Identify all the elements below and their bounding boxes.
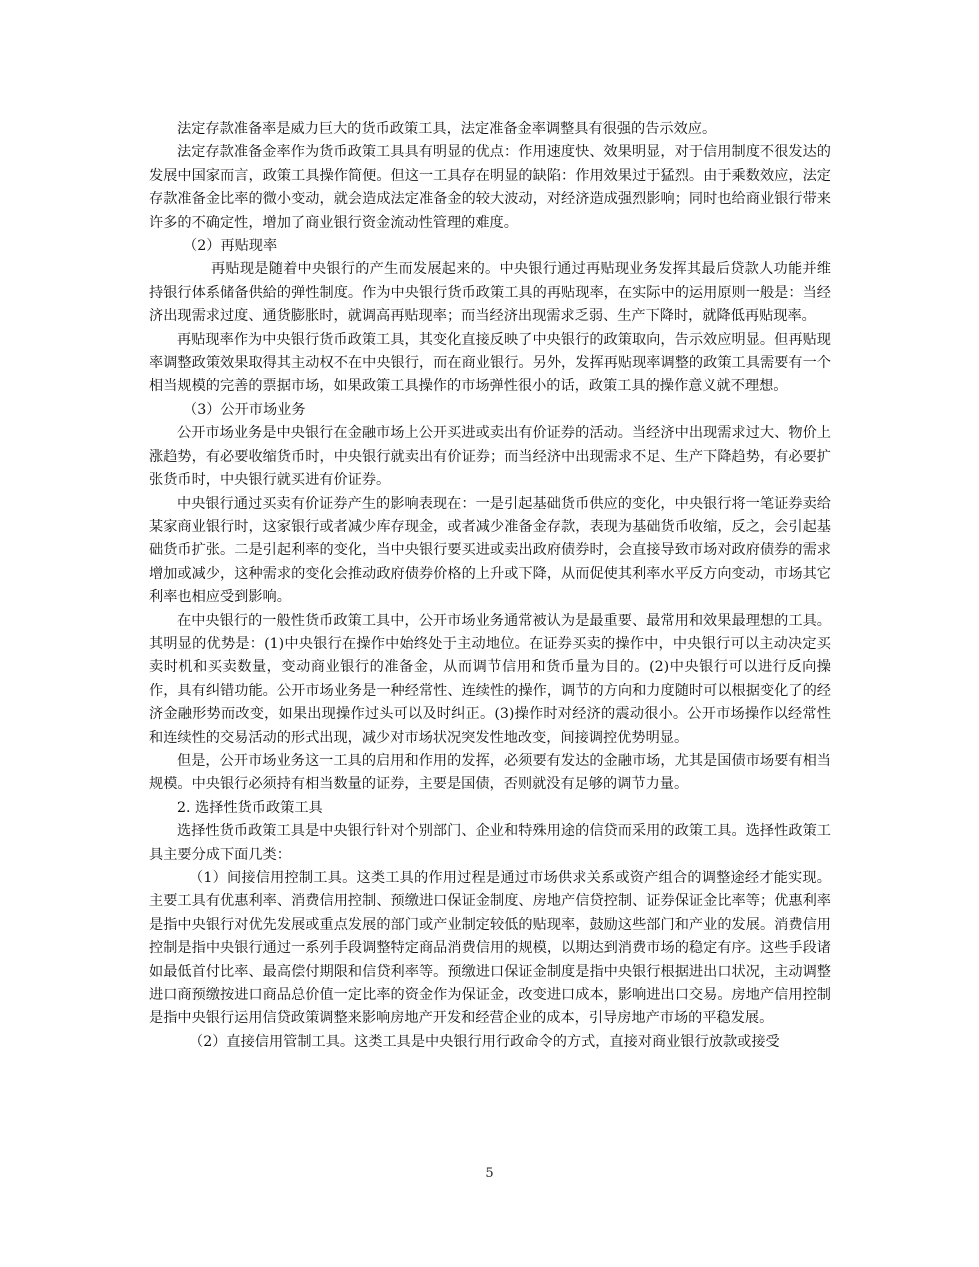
paragraph-open-market-advantages: 在中央银行的一般性货币政策工具中，公开市场业务通常被认为是最重要、最常用和效果最理想的工具。其明显的优势是：(1)中央银行在操作中始终处于主动地位。在证券买卖的操作中，中央银行可以主动决定买卖时机和买卖数量，变动商业银行的准备金，从而调节信用和货币量为目的。(2)中央银行可以进行反向操作，具有纠错功能。公开市场业务是一种经常性、连续性的操作，调节的方向和力度随时可以根据变化了的经济金融形势而改变，如果出现操作过头可以及时纠正。(3)操作时对经济的震动很小。公开市场操作以经常性和连续性的交易活动的形式出现，减少对市场状况突发性地改变，间接调控优势明显。 <box>149 612 831 746</box>
heading-open-market: （3）公开市场业务 <box>183 401 306 418</box>
paragraph-rediscount-evaluation: 再贴现率作为中央银行货币政策工具，其变化直接反映了中央银行的政策取向，告示效应明显。但再贴现率调整政策效果取得其主动权不在中央银行，而在商业银行。另外，发挥再贴现率调整的政策工具需要有一个相当规模的完善的票据市场，如果政策工具操作的市场弹性很小的话，政策工具的操作意义就不理想。 <box>149 331 831 395</box>
paragraph-open-market-requirements: 但是，公开市场业务这一工具的启用和作用的发挥，必须要有发达的金融市场，尤其是国债市场要有相当规模。中央银行必须持有相当数量的证券，主要是国债，否则就没有足够的调节力量。 <box>149 752 831 793</box>
heading-rediscount-rate: （2）再贴现率 <box>183 238 278 255</box>
page-number: 5 <box>485 1166 494 1181</box>
paragraph-reserve-ratio-effect: 法定存款准备率是威力巨大的货币政策工具，法定准备金率调整具有很强的告示效应。 <box>177 121 717 137</box>
heading-selective-tools: 2. 选择性货币政策工具 <box>177 799 323 816</box>
paragraph-rediscount-definition: 再贴现是随着中央银行的产生而发展起来的。中央银行通过再贴现业务发挥其最后贷款人功能并维持银行体系储备供給的弹性制度。作为中央银行货币政策工具的再贴现率，在实际中的运用原则一般是：当经济出现需求过度、通货膨胀时，就调高再贴现率；而当经济出现需求乏弱、生产下降时，就降低再贴现率。 <box>149 261 831 325</box>
paragraph-direct-credit-control: （2）直接信用管制工具。这类工具是中央银行用行政命令的方式，直接对商业银行放款或接受 <box>189 1033 780 1050</box>
paragraph-indirect-credit-control: （1）间接信用控制工具。这类工具的作用过程是通过市场供求关系或资产组合的调整途经才能实现。主要工具有优惠利率、消费信用控制、预缴进口保证金制度、房地产信贷控制、证券保证金比率等；优惠利率是指中央银行对优先发展或重点发展的部门或产业制定较低的贴现率，鼓励这些部门和产业的发展。消费信用控制是指中央银行通过一系列手段调整特定商品消费信用的规模，以期达到消费市场的稳定有序。这些手段诸如最低首付比率、最高偿付期限和信贷利率等。预缴进口保证金制度是指中央银行根据进出口状况，主动调整进口商预缴按进口商品总价值一定比率的资金作为保证金，改变进口成本，影响进出口交易。房地产信用控制是指中央银行运用信贷政策调整来影响房地产开发和经营企业的成本，引导房地产市场的平稳发展。 <box>149 870 831 1027</box>
paragraph-open-market-effects: 中央银行通过买卖有价证券产生的影响表现在：一是引起基础货币供应的变化，中央银行将一笔证券卖给某家商业银行时，这家银行或者减少库存现金，或者减少准备金存款，表现为基础货币收缩，反之，会引起基础货币扩张。二是引起利率的变化，当中央银行要买进或卖出政府债券时，会直接导致市场对政府债券的需求增加或减少，这种需求的变化会推动政府债券价格的上升或下降，从而促使其利率水平反方向变动，市场其它利率也相应受到影响。 <box>149 495 831 606</box>
paragraph-selective-tools-intro: 选择性货币政策工具是中央银行针对个别部门、企业和特殊用途的信贷而采用的政策工具。选择性政策工具主要分成下面几类： <box>149 823 831 863</box>
paragraph-open-market-definition: 公开市场业务是中央银行在金融市场上公开买进或卖出有价证券的活动。当经济中出现需求过大、物价上涨趋势，有必要收缩货币时，中央银行就卖出有价证券；而当经济中出现需求不足、生产下降趋势，有必要扩张货币时，中央银行就买进有价证券。 <box>149 425 831 489</box>
paragraph-reserve-ratio-pros-cons: 法定存款准备金率作为货币政策工具具有明显的优点：作用速度快、效果明显，对于信用制度不很发达的发展中国家而言，政策工具操作简便。但这一工具存在明显的缺陷：作用效果过于猛烈。由于乘数效应，法定存款准备金比率的微小变动，就会造成法定准备金的较大波动，对经济造成强烈影响；同时也给商业银行带来许多的不确定性，增加了商业银行资金流动性管理的难度。 <box>149 144 831 231</box>
body-text <box>149 118 831 1054</box>
